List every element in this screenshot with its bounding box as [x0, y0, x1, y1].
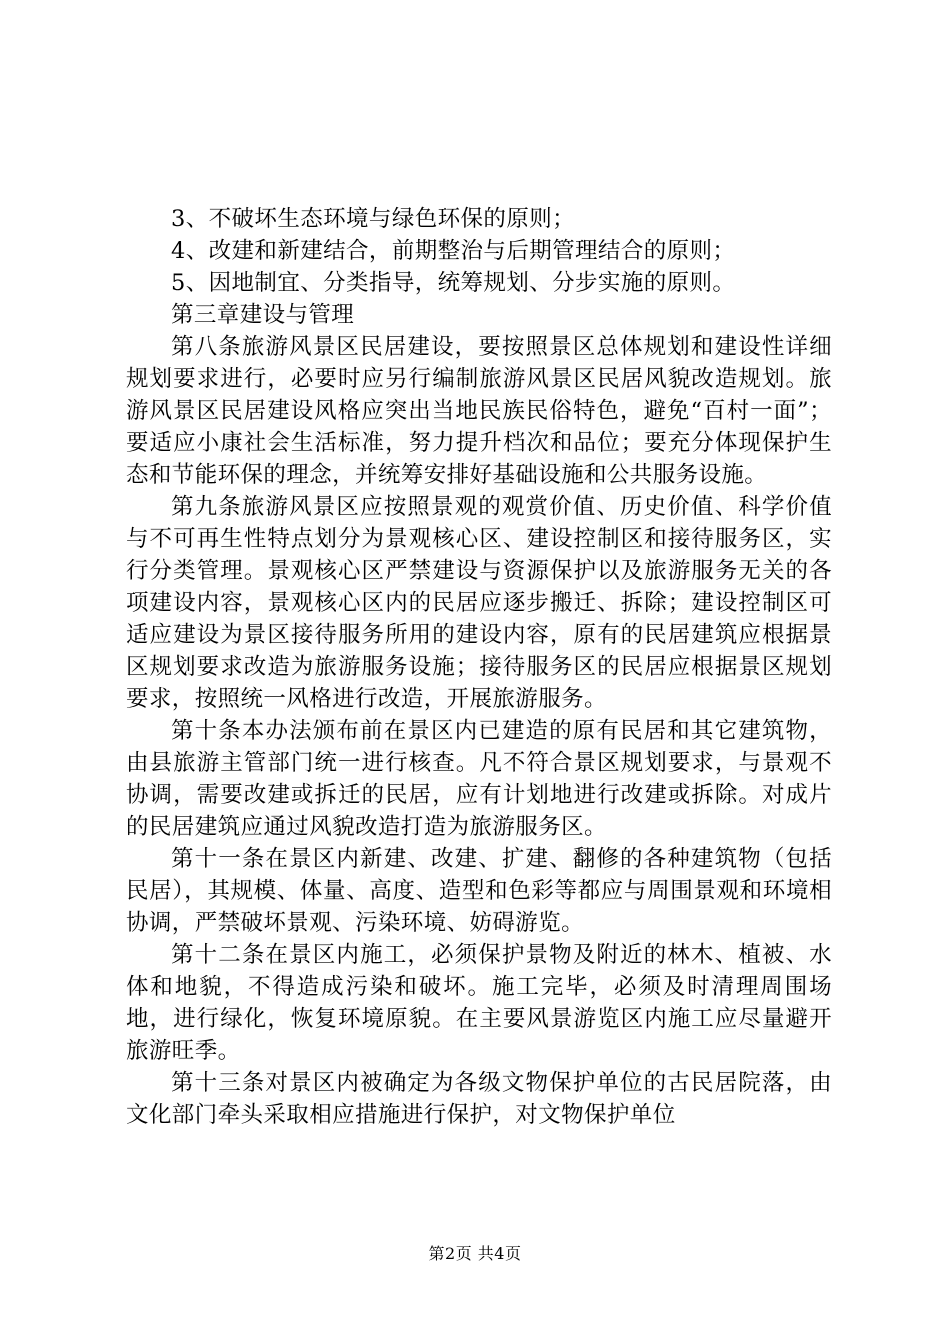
paragraph-article-13: 第十三条对景区内被确定为各级文物保护单位的古民居院落，由文化部门牵头采取相应措施进行保护，对文物保护单位 — [126, 1070, 832, 1128]
paragraph-article-11: 第十一条在景区内新建、改建、扩建、翻修的各种建筑物（包括民居），其规模、体量、高度、造型和色彩等都应与周围景观和环境相协调，严禁破坏景观、污染环境、妨碍游览。 — [126, 846, 832, 936]
paragraph-principle-5: 5、因地制宜、分类指导，统筹规划、分步实施的原则。 — [171, 270, 736, 296]
paragraph-principle-4: 4、改建和新建结合，前期整治与后期管理结合的原则； — [171, 238, 736, 264]
paragraph-article-12: 第十二条在景区内施工，必须保护景物及附近的林木、植被、水体和地貌，不得造成污染和破坏。施工完毕，必须及时清理周围场地，进行绿化，恢复环境原貌。在主要风景游览区内施工应尽量避开旅游旺季。 — [126, 942, 832, 1064]
chapter-heading: 第三章建设与管理 — [171, 302, 355, 328]
document-body — [126, 203, 832, 1131]
paragraph-article-8: 第八条旅游风景区民居建设，要按照景区总体规划和建设性详细规划要求进行，必要时应另行编制旅游风景区民居风貌改造规划。旅游风景区民居建设风格应突出当地民族民俗特色，避免“百村一面”；要适应小康社会生活标准，努力提升档次和品位；要充分体现保护生态和节能环保的理念，并统筹安排好基础设施和公共服务设施。 — [126, 334, 832, 488]
paragraph-principle-3: 3、不破坏生态环境与绿色环保的原则； — [171, 206, 576, 232]
page-number-footer: 第2页 共4页 — [428, 1244, 522, 1263]
paragraph-article-9: 第九条旅游风景区应按照景观的观赏价值、历史价值、科学价值与不可再生性特点划分为景观核心区、建设控制区和接待服务区，实行分类管理。景观核心区严禁建设与资源保护以及旅游服务无关的各项建设内容，景观核心区内的民居应逐步搬迁、拆除；建设控制区可适应建设为景区接待服务所用的建设内容，原有的民居建筑应根据景区规划要求改造为旅游服务设施；接待服务区的民居应根据景区规划要求，按照统一风格进行改造，开展旅游服务。 — [126, 494, 832, 712]
paragraph-article-10: 第十条本办法颁布前在景区内已建造的原有民居和其它建筑物，由县旅游主管部门统一进行核查。凡不符合景区规划要求，与景观不协调，需要改建或拆迁的民居，应有计划地进行改建或拆除。对成片的民居建筑应通过风貌改造打造为旅游服务区。 — [126, 718, 832, 840]
